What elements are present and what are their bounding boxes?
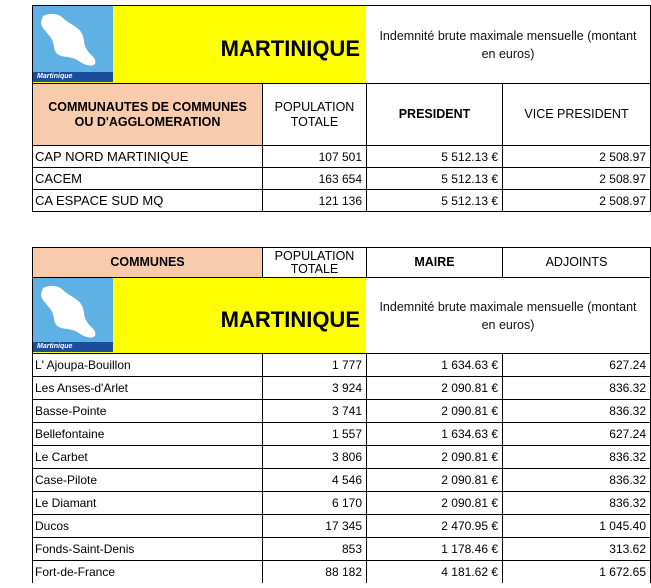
vice-president-cell: 2 508.97	[502, 189, 651, 212]
maire-cell: 2 090.81 €	[366, 468, 502, 491]
population-cell: 4 546	[262, 468, 366, 491]
maire-cell: 2 090.81 €	[366, 491, 502, 514]
president-cell: 5 512.13 €	[366, 189, 502, 212]
population-cell: 3 806	[262, 445, 366, 468]
col-header-population: POPULATION TOTALE	[262, 83, 366, 145]
col-header-population-2: POPULATION TOTALE	[262, 247, 366, 277]
indemnity-header: Indemnité brute maximale mensuelle (montant en euros)	[366, 5, 651, 83]
adjoints-cell: 627.24	[502, 353, 651, 376]
commune-name-cell: Fonds-Saint-Denis	[32, 537, 262, 560]
col-header-communes: COMMUNES	[32, 247, 262, 277]
commune-name-cell: Case-Pilote	[32, 468, 262, 491]
population-cell: 17 345	[262, 514, 366, 537]
population-cell: 121 136	[262, 189, 366, 212]
logo-caption: Martinique	[33, 342, 113, 352]
col-header-adjoints: ADJOINTS	[502, 247, 651, 277]
population-cell: 163 654	[262, 167, 366, 189]
maire-cell: 2 470.95 €	[366, 514, 502, 537]
population-cell: 1 777	[262, 353, 366, 376]
maire-cell: 1 634.63 €	[366, 422, 502, 445]
population-cell: 3 741	[262, 399, 366, 422]
commune-name-cell: Le Carbet	[32, 445, 262, 468]
population-cell: 88 182	[262, 560, 366, 583]
region-title: MARTINIQUE	[220, 35, 360, 61]
adjoints-cell: 627.24	[502, 422, 651, 445]
col-header-communautes: COMMUNAUTES DE COMMUNES OU D'AGGLOMERATION	[32, 83, 262, 145]
maire-cell: 2 090.81 €	[366, 445, 502, 468]
commune-name-cell: Basse-Pointe	[32, 399, 262, 422]
table-row: CACEM	[32, 167, 262, 189]
maire-cell: 1 178.46 €	[366, 537, 502, 560]
president-cell: 5 512.13 €	[366, 145, 502, 167]
vice-president-cell: 2 508.97	[502, 167, 651, 189]
col-header-maire: MAIRE	[366, 247, 502, 277]
table-row: CAP NORD MARTINIQUE	[32, 145, 262, 167]
table-row: CA ESPACE SUD MQ	[32, 189, 262, 212]
adjoints-cell: 313.62	[502, 537, 651, 560]
island-map-icon	[33, 6, 113, 72]
commune-name-cell: Les Anses-d'Arlet	[32, 376, 262, 399]
col-header-president: PRESIDENT	[366, 83, 502, 145]
martinique-logo-2	[33, 278, 113, 352]
region-title-2: MARTINIQUE	[220, 306, 360, 332]
island-map-icon	[33, 278, 113, 342]
population-cell: 853	[262, 537, 366, 560]
maire-cell: 2 090.81 €	[366, 399, 502, 422]
table-row: L' Ajoupa-Bouillon	[32, 353, 262, 376]
maire-cell: 4 181.62 €	[366, 560, 502, 583]
commune-name-cell: Le Diamant	[32, 491, 262, 514]
adjoints-cell: 1 672.65	[502, 560, 651, 583]
adjoints-cell: 836.32	[502, 399, 651, 422]
adjoints-cell: 836.32	[502, 376, 651, 399]
adjoints-cell: 1 045.40	[502, 514, 651, 537]
population-cell: 3 924	[262, 376, 366, 399]
population-cell: 107 501	[262, 145, 366, 167]
population-cell: 1 557	[262, 422, 366, 445]
col-header-vice-president: VICE PRESIDENT	[502, 83, 651, 145]
adjoints-cell: 836.32	[502, 468, 651, 491]
maire-cell: 2 090.81 €	[366, 376, 502, 399]
population-cell: 6 170	[262, 491, 366, 514]
logo-caption: Martinique	[33, 72, 113, 82]
commune-name-cell: Bellefontaine	[32, 422, 262, 445]
president-cell: 5 512.13 €	[366, 167, 502, 189]
adjoints-cell: 836.32	[502, 445, 651, 468]
maire-cell: 1 634.63 €	[366, 353, 502, 376]
commune-name-cell: Ducos	[32, 514, 262, 537]
vice-president-cell: 2 508.97	[502, 145, 651, 167]
commune-name-cell: Fort-de-France	[32, 560, 262, 583]
indemnity-header-2: Indemnité brute maximale mensuelle (montant en euros)	[366, 277, 651, 353]
adjoints-cell: 836.32	[502, 491, 651, 514]
martinique-logo	[33, 6, 113, 82]
